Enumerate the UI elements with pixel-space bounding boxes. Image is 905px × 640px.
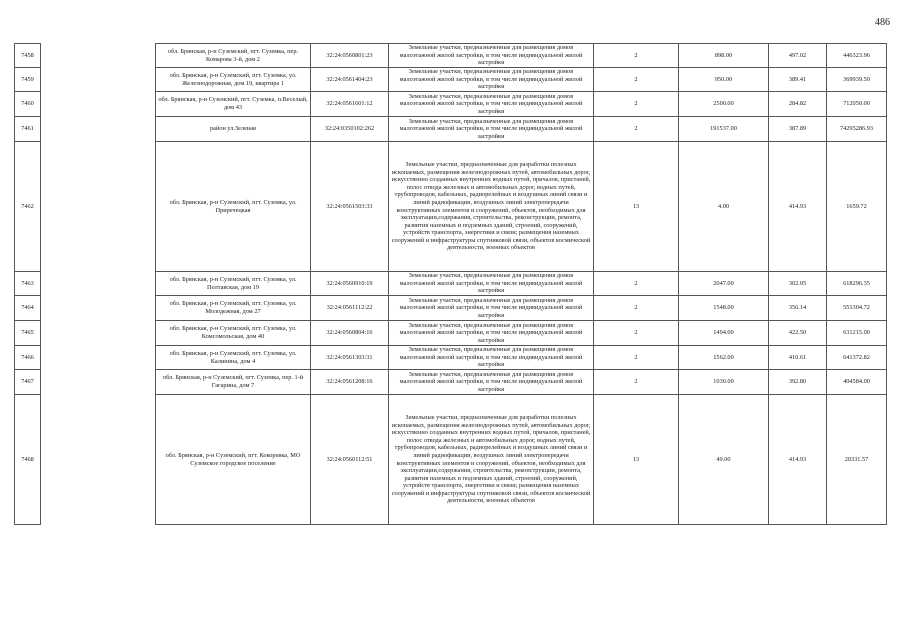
- row-area: 4.00: [679, 142, 769, 272]
- row-unit-rate: 356.14: [769, 296, 827, 321]
- row-cadastral-number: 32:24:0561112:22: [311, 296, 389, 321]
- row-address: обл. Брянская, р-н Суземский, пгт. Суземка, п.Веселый, дом 43: [156, 92, 311, 117]
- row-address: обл. Брянская, р-н Суземский, пгт. Суземка, ул. Комсомольская, дом 40: [156, 321, 311, 346]
- row-address: обл. Брянская, р-н Суземский, пгт. Суземка, ул. Калинина, дом 4: [156, 346, 311, 370]
- land-registry-table: [14, 43, 887, 525]
- row-address: обл. Брянская, р-н Суземский, пгт. Суземка, ул. Полтавская, дом 19: [156, 272, 311, 296]
- row-cadastral-number: 32:24:0350102:262: [311, 117, 389, 142]
- row-address: обл. Брянская, р-н Суземский, пгт. Суземка, пер. Комарова 3-й, дом 2: [156, 44, 311, 68]
- row-number: 7465: [15, 321, 41, 346]
- row-spacer: [41, 321, 156, 346]
- row-unit-rate: 302.05: [769, 272, 827, 296]
- row-cadastral-number: 32:24:0561601:12: [311, 92, 389, 117]
- row-use-code: 2: [594, 117, 679, 142]
- row-area: 2500.00: [679, 92, 769, 117]
- row-area: 1562.00: [679, 346, 769, 370]
- row-use-code: 2: [594, 346, 679, 370]
- row-address: обл. Брянская, р-н Суземский, пгт. Суземка, ул. Железнодорожная, дом 19, квартира 1: [156, 68, 311, 92]
- row-use-code: 13: [594, 395, 679, 525]
- row-spacer: [41, 68, 156, 92]
- table-row: [15, 296, 887, 321]
- row-area: 898.00: [679, 44, 769, 68]
- page-number: 486: [875, 17, 890, 28]
- row-area: 1548.00: [679, 296, 769, 321]
- row-cadastral-number: 32:24:0560910:19: [311, 272, 389, 296]
- row-area: 950.00: [679, 68, 769, 92]
- table-row: [15, 68, 887, 92]
- row-use-code: 2: [594, 272, 679, 296]
- row-unit-rate: 392.80: [769, 370, 827, 395]
- row-cadastral-value: 618296.35: [827, 272, 887, 296]
- table-row: [15, 92, 887, 117]
- row-cadastral-number: 32:24:0560804:16: [311, 321, 389, 346]
- table-row: [15, 346, 887, 370]
- row-cadastral-number: 32:24:0560112:51: [311, 395, 389, 525]
- row-number: 7464: [15, 296, 41, 321]
- row-area: 49.00: [679, 395, 769, 525]
- row-area: 1030.00: [679, 370, 769, 395]
- row-number: 7467: [15, 370, 41, 395]
- row-land-use: Земельные участки, предназначенные для размещения домов малоэтажной жилой застройки, в том числе индивидуальной жилой застройки: [389, 117, 594, 142]
- row-land-use: Земельные участки, предназначенные для размещения домов малоэтажной жилой застройки, в том числе индивидуальной жилой застройки: [389, 92, 594, 117]
- table-row: [15, 44, 887, 68]
- row-number: 7463: [15, 272, 41, 296]
- row-unit-rate: 422.50: [769, 321, 827, 346]
- row-cadastral-value: 74295286.93: [827, 117, 887, 142]
- table-row: [15, 370, 887, 395]
- row-area: 1494.00: [679, 321, 769, 346]
- row-cadastral-value: 712050.00: [827, 92, 887, 117]
- row-number: 7460: [15, 92, 41, 117]
- row-cadastral-number: 32:24:0561503:33: [311, 142, 389, 272]
- row-land-use: Земельные участки, предназначенные для размещения домов малоэтажной жилой застройки, в том числе индивидуальной жилой застройки: [389, 272, 594, 296]
- table-row: [15, 117, 887, 142]
- row-number: 7461: [15, 117, 41, 142]
- row-land-use: Земельные участки, предназначенные для размещения домов малоэтажной жилой застройки, в том числе индивидуальной жилой застройки: [389, 296, 594, 321]
- row-cadastral-value: 1659.72: [827, 142, 887, 272]
- row-unit-rate: 410.61: [769, 346, 827, 370]
- row-spacer: [41, 92, 156, 117]
- row-number: 7459: [15, 68, 41, 92]
- row-land-use: Земельные участки, предназначенные для размещения домов малоэтажной жилой застройки, в том числе индивидуальной жилой застройки: [389, 370, 594, 395]
- row-land-use: Земельные участки, предназначенные для размещения домов малоэтажной жилой застройки, в том числе индивидуальной жилой застройки: [389, 346, 594, 370]
- row-land-use: Земельные участки, предназначенные для разработки полезных ископаемых, размещения железнодорожных путей, автомобильных дорог, искусственно созданных внутренних водных путей, причалов, пристаней, полос отвода железных и автомобильных дорог, водных путей, трубопроводов, кабельных, радиорелейных и воздушных линий связи и линий радиофикации, воздушных линий электропередачи конструктивных элементов и сооружений, объектов, необходимых для эксплуатации,содержания, строительства, реконструкции, ремонта, развития наземных и подземных зданий, строений, сооружений, устройств транспорта, энергетики и связи; размещения наземных сооружений и инфраструктуры спутниковой связи, объектов космической деятельности, военных объектов: [389, 395, 594, 525]
- row-spacer: [41, 296, 156, 321]
- row-address: обл. Брянская, р-н Суземский, пгт. Суземка, ул. Молодежная, дом 27: [156, 296, 311, 321]
- row-cadastral-value: 369939.50: [827, 68, 887, 92]
- registry-body: [15, 44, 887, 525]
- row-use-code: 13: [594, 142, 679, 272]
- row-number: 7466: [15, 346, 41, 370]
- row-address: район ул.Зеленая: [156, 117, 311, 142]
- table-row: [15, 272, 887, 296]
- row-use-code: 2: [594, 321, 679, 346]
- row-cadastral-value: 631215.00: [827, 321, 887, 346]
- row-number: 7458: [15, 44, 41, 68]
- row-spacer: [41, 272, 156, 296]
- row-use-code: 2: [594, 68, 679, 92]
- table-row: [15, 395, 887, 525]
- row-cadastral-value: 20331.57: [827, 395, 887, 525]
- row-address: обл. Брянская, р-н Суземский, пгт. Суземка, пер. 1-й Гагарина, дом 7: [156, 370, 311, 395]
- table-row: [15, 321, 887, 346]
- row-spacer: [41, 346, 156, 370]
- row-land-use: Земельные участки, предназначенные для разработки полезных ископаемых, размещения железнодорожных путей, автомобильных дорог, искусственно созданных внутренних водных путей, причалов, пристаней, полос отвода железных и автомобильных дорог, водных путей, трубопроводов, кабельных, радиорелейных и воздушных линий связи и линий радиофикации, воздушных линий электропередачи конструктивных элементов и сооружений, объектов, необходимых для эксплуатации,содержания, строительства, реконструкции, ремонта, развития наземных и подземных зданий, строений, сооружений, устройств транспорта, энергетики и связи; размещения наземных сооружений и инфраструктуры спутниковой связи, объектов космической деятельности, военных объектов: [389, 142, 594, 272]
- row-unit-rate: 389.41: [769, 68, 827, 92]
- row-unit-rate: 497.02: [769, 44, 827, 68]
- row-spacer: [41, 370, 156, 395]
- row-cadastral-value: 404584.00: [827, 370, 887, 395]
- table-row: [15, 142, 887, 272]
- row-land-use: Земельные участки, предназначенные для размещения домов малоэтажной жилой застройки, в том числе индивидуальной жилой застройки: [389, 44, 594, 68]
- row-unit-rate: 414.93: [769, 142, 827, 272]
- row-cadastral-number: 32:24:0561404:23: [311, 68, 389, 92]
- row-use-code: 2: [594, 370, 679, 395]
- row-area: 191537.00: [679, 117, 769, 142]
- row-number: 7468: [15, 395, 41, 525]
- row-use-code: 2: [594, 44, 679, 68]
- row-use-code: 2: [594, 296, 679, 321]
- row-spacer: [41, 395, 156, 525]
- row-unit-rate: 387.89: [769, 117, 827, 142]
- row-unit-rate: 414.93: [769, 395, 827, 525]
- row-unit-rate: 284.82: [769, 92, 827, 117]
- row-cadastral-number: 32:24:0560801:23: [311, 44, 389, 68]
- row-address: обл. Брянская, р-н Суземский, пгт. Суземка, ул. Приречецкая: [156, 142, 311, 272]
- row-address: обл. Брянская, р-н Суземский, пгт. Кокоревка, МО Суземское городское поселение: [156, 395, 311, 525]
- row-use-code: 2: [594, 92, 679, 117]
- row-land-use: Земельные участки, предназначенные для размещения домов малоэтажной жилой застройки, в том числе индивидуальной жилой застройки: [389, 68, 594, 92]
- row-land-use: Земельные участки, предназначенные для размещения домов малоэтажной жилой застройки, в том числе индивидуальной жилой застройки: [389, 321, 594, 346]
- row-cadastral-value: 446323.96: [827, 44, 887, 68]
- row-spacer: [41, 44, 156, 68]
- row-area: 2047.00: [679, 272, 769, 296]
- row-cadastral-value: 641372.82: [827, 346, 887, 370]
- row-cadastral-value: 551304.72: [827, 296, 887, 321]
- row-cadastral-number: 32:24:0561303:31: [311, 346, 389, 370]
- row-number: 7462: [15, 142, 41, 272]
- row-spacer: [41, 117, 156, 142]
- row-cadastral-number: 32:24:0561208:16: [311, 370, 389, 395]
- row-spacer: [41, 142, 156, 272]
